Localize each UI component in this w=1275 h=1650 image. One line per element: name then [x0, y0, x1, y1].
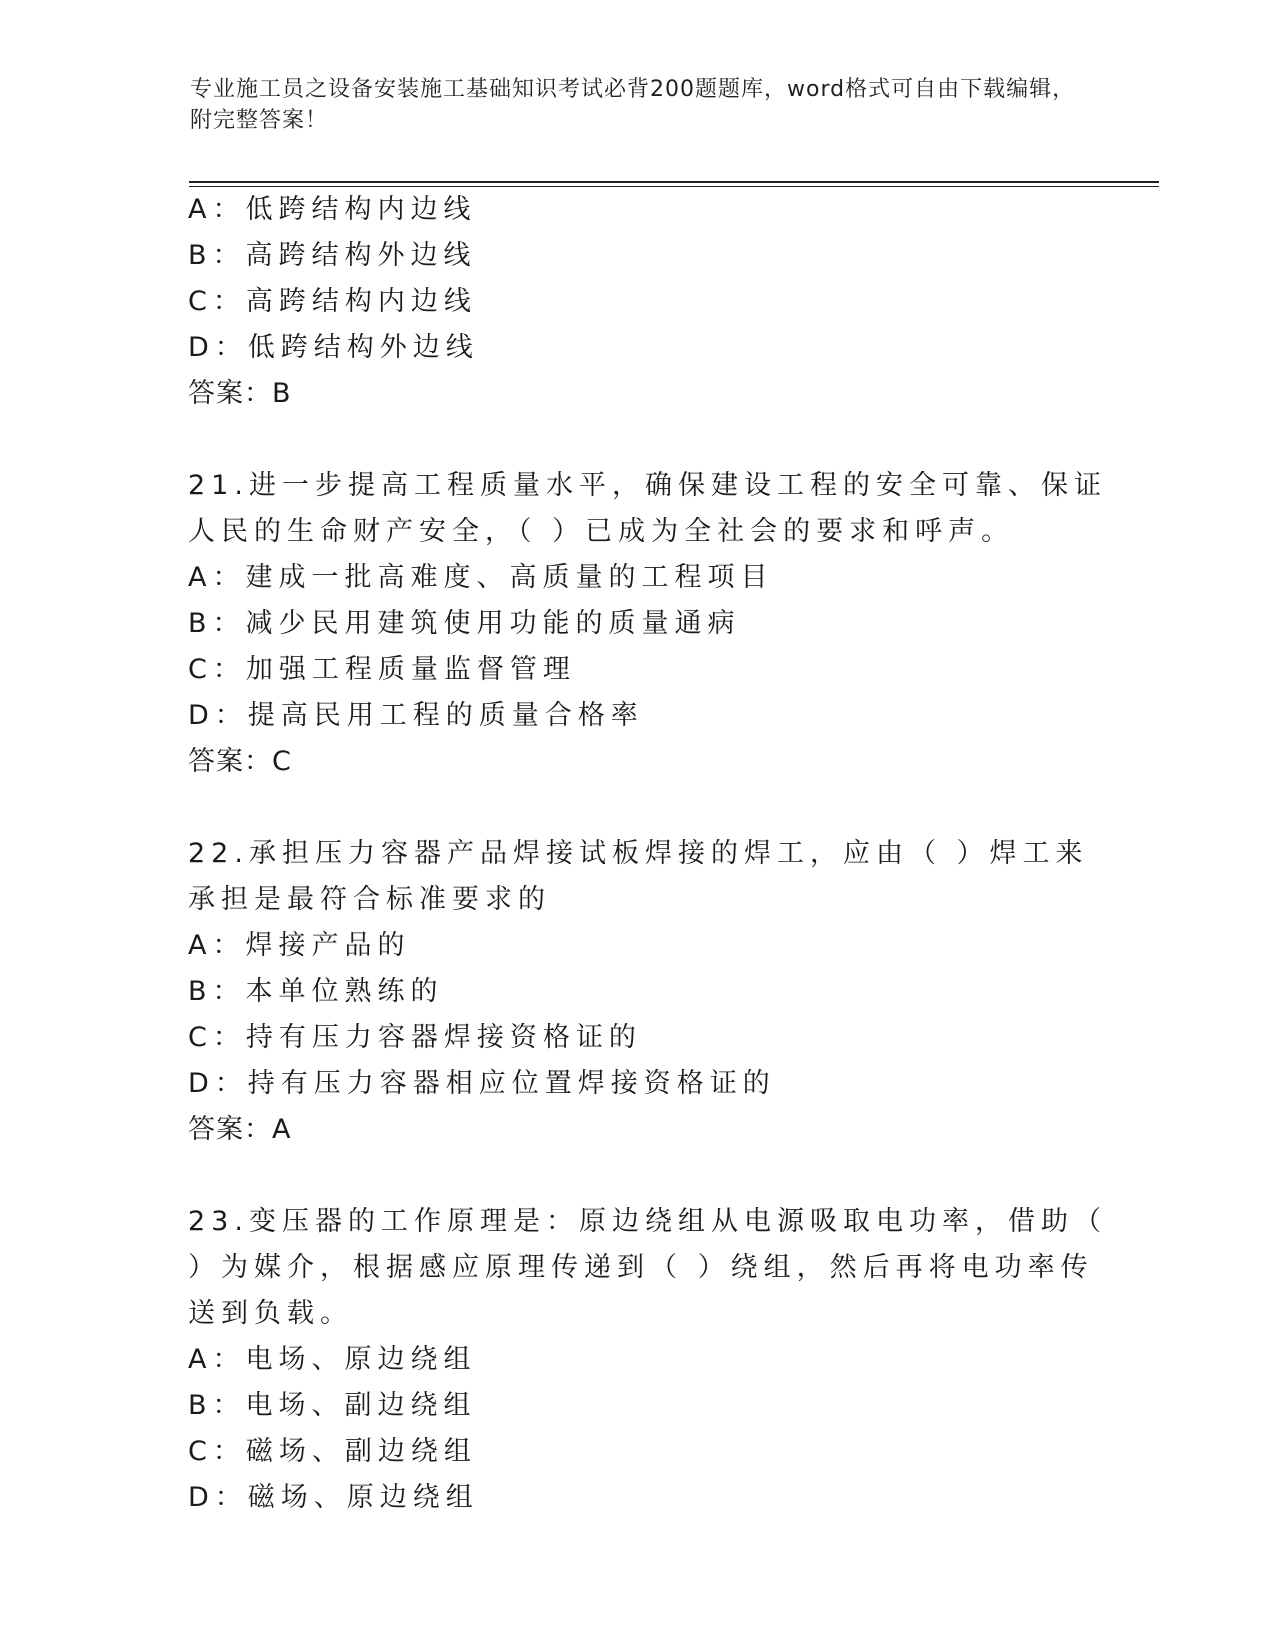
- answer-line: 答案：B: [188, 378, 292, 409]
- question-block-20: [188, 187, 1108, 417]
- option-b: B：高跨结构外边线: [188, 240, 477, 271]
- question-list: [188, 187, 1108, 1521]
- option-b: B：减少民用建筑使用功能的质量通病: [188, 608, 741, 639]
- option-b: B：电场、副边绕组: [188, 1390, 477, 1421]
- question-block-21: [188, 463, 1108, 555]
- option-c: C：高跨结构内边线: [188, 286, 477, 317]
- document-header: 专业施工员之设备安装施工基础知识考试必背200题题库，word格式可自由下载编辑，附完整答案！: [190, 77, 1076, 133]
- option-a: A：焊接产品的: [188, 930, 411, 961]
- spacer: [188, 1153, 1108, 1199]
- question-block-22: [188, 831, 1108, 923]
- question-text: 23.变压器的工作原理是：原边绕组从电源吸取电功率，借助（ ）为媒介，根据感应原理传递到（ ）绕组，然后再将电功率传送到负载。: [188, 1206, 1107, 1329]
- options-22: [188, 923, 1108, 1153]
- spacer: [188, 785, 1108, 831]
- option-c: C：持有压力容器焊接资格证的: [188, 1022, 642, 1053]
- option-c: C：加强工程质量监督管理: [188, 654, 576, 685]
- answer-line: 答案：C: [188, 746, 292, 777]
- option-c: C：磁场、副边绕组: [188, 1436, 477, 1467]
- option-a: A：电场、原边绕组: [188, 1344, 477, 1375]
- option-d: D：低跨结构外边线: [188, 332, 479, 363]
- options-21: [188, 555, 1108, 785]
- option-d: D：磁场、原边绕组: [188, 1482, 479, 1513]
- option-a: A：建成一批高难度、高质量的工程项目: [188, 562, 774, 593]
- question-text: 22.承担压力容器产品焊接试板焊接的焊工，应由（ ）焊工来承担是最符合标准要求的: [188, 838, 1089, 915]
- option-d: D：持有压力容器相应位置焊接资格证的: [188, 1068, 776, 1099]
- question-text: 21.进一步提高工程质量水平，确保建设工程的安全可靠、保证人民的生命财产安全，（ ）已成为全社会的要求和呼声。: [188, 470, 1107, 547]
- question-block-23: [188, 1199, 1108, 1337]
- spacer: [188, 417, 1108, 463]
- option-a: A：低跨结构内边线: [188, 194, 477, 225]
- option-b: B：本单位熟练的: [188, 976, 444, 1007]
- answer-line: 答案：A: [188, 1114, 292, 1145]
- option-d: D：提高民用工程的质量合格率: [188, 700, 644, 731]
- options-23: [188, 1337, 1108, 1521]
- header-divider-thick: [189, 181, 1159, 183]
